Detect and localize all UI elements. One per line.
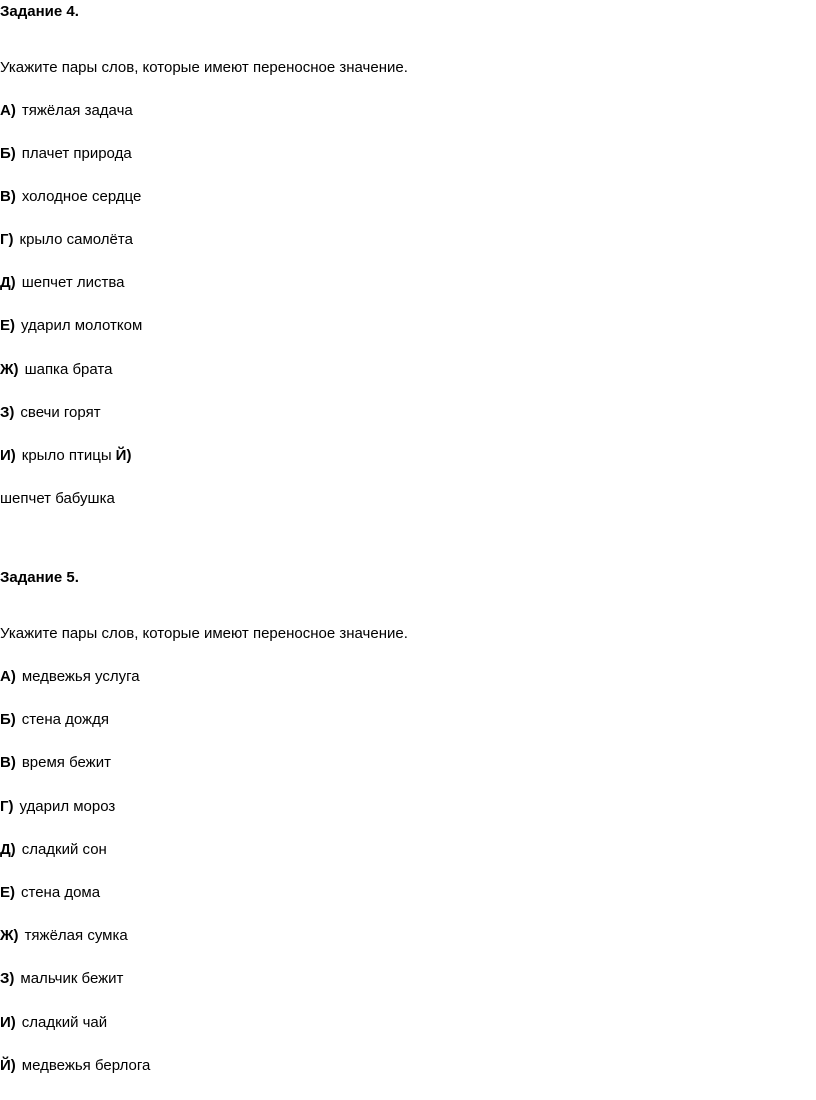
task5-item-i: [0, 1013, 107, 1033]
task5-item-y: [0, 1056, 150, 1076]
item-letter: Е): [0, 317, 15, 334]
item-letter: А): [0, 102, 16, 119]
item-letter: Ж): [0, 927, 19, 944]
task4-item-g: [0, 230, 133, 250]
item-letter: Й): [0, 1057, 16, 1074]
item-letter: Ж): [0, 361, 19, 378]
item-text: мальчик бежит: [20, 970, 124, 987]
task5-title: Задание 5.: [0, 569, 79, 586]
item-letter: Г): [0, 231, 14, 248]
task4-item-a: [0, 101, 133, 121]
task5-item-b: [0, 710, 109, 730]
item-text: холодное сердце: [21, 188, 142, 205]
item-letter: З): [0, 404, 15, 421]
task5-item-g: [0, 797, 115, 817]
item-text: крыло птицы: [21, 447, 112, 464]
task4-item-y-text: шепчет бабушка: [0, 490, 115, 507]
item-text: сладкий чай: [21, 1014, 108, 1031]
item-letter: В): [0, 188, 16, 205]
item-letter: Г): [0, 798, 14, 815]
item-text: стена дождя: [21, 711, 109, 728]
task4-item-v: [0, 187, 141, 207]
task4-instruction: Укажите пары слов, которые имеют переносное значение.: [0, 59, 408, 76]
task4-item-b: [0, 144, 132, 164]
task4-item-i: [0, 446, 131, 466]
item-letter: Д): [0, 841, 16, 858]
item-text: крыло самолёта: [19, 231, 133, 248]
item-letter-inline: Й): [115, 447, 132, 464]
item-letter: З): [0, 970, 15, 987]
item-letter: Б): [0, 145, 16, 162]
item-text: ударил молотком: [21, 317, 143, 334]
item-text: медвежья берлога: [21, 1057, 151, 1074]
item-letter: В): [0, 754, 16, 771]
item-letter: И): [0, 447, 16, 464]
item-letter: Д): [0, 274, 16, 291]
task5-item-e: [0, 883, 100, 903]
task5-item-zh: [0, 926, 128, 946]
item-letter: И): [0, 1014, 16, 1031]
item-letter: Е): [0, 884, 15, 901]
task4-item-e: [0, 316, 142, 336]
task5-item-d: [0, 840, 107, 860]
item-letter: Б): [0, 711, 16, 728]
task4-item-z: [0, 403, 101, 423]
task4-title: Задание 4.: [0, 3, 79, 20]
task4-item-d: [0, 273, 125, 293]
item-text: ударил мороз: [19, 798, 116, 815]
item-text: время бежит: [21, 754, 111, 771]
item-text: сладкий сон: [21, 841, 107, 858]
item-letter: А): [0, 668, 16, 685]
item-text: медвежья услуга: [21, 668, 140, 685]
item-text: тяжёлая задача: [21, 102, 133, 119]
item-text: тяжёлая сумка: [24, 927, 128, 944]
task4-item-zh: [0, 360, 112, 380]
item-text: свечи горят: [20, 404, 101, 421]
task5-item-v: [0, 753, 111, 773]
task5-item-a: [0, 667, 140, 687]
item-text: плачет природа: [21, 145, 132, 162]
task5-instruction: Укажите пары слов, которые имеют переносное значение.: [0, 625, 408, 642]
item-text: стена дома: [21, 884, 101, 901]
item-text: шапка брата: [24, 361, 113, 378]
task5-item-z: [0, 969, 123, 989]
item-text: шепчет листва: [21, 274, 125, 291]
